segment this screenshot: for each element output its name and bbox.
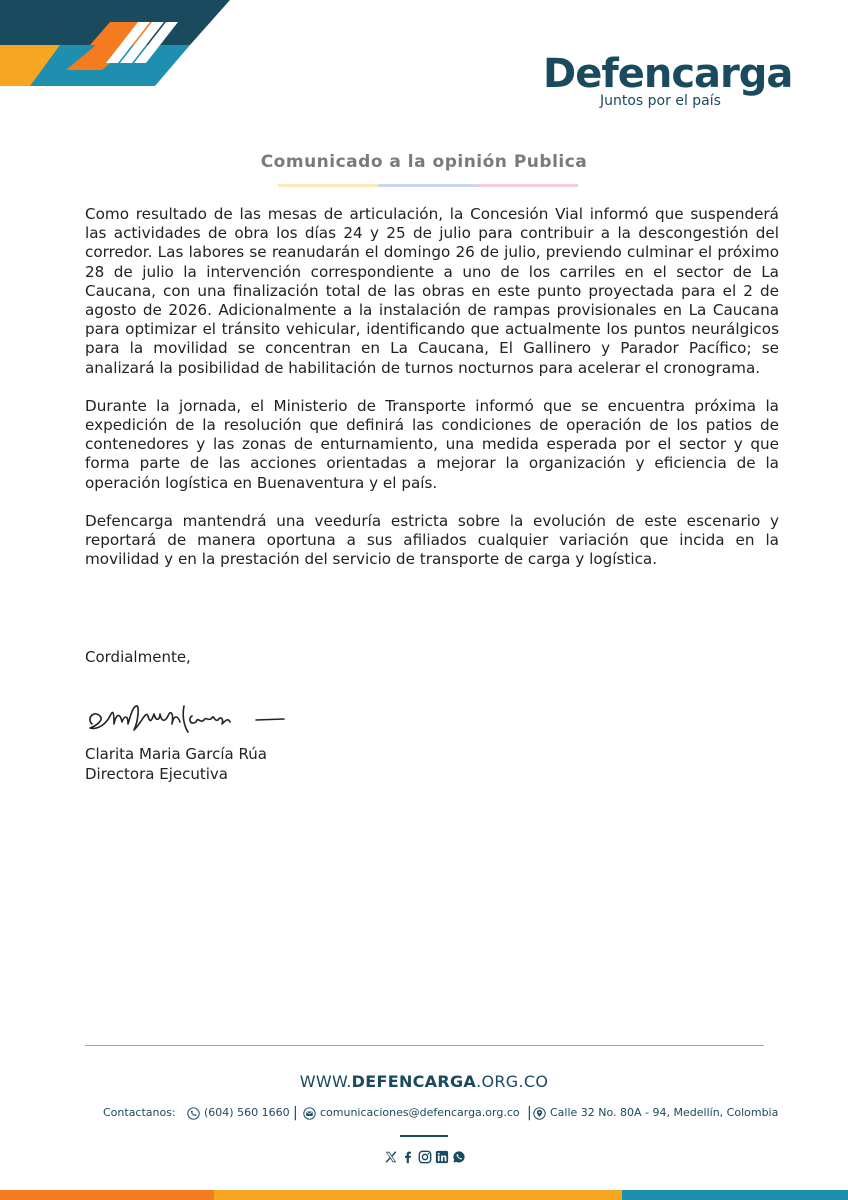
document-title: Comunicado a la opinión Publica (260, 152, 588, 172)
linkedin-icon[interactable] (435, 1150, 449, 1164)
phone-number: (604) 560 1660 (204, 1106, 290, 1119)
contact-separator: | (527, 1105, 532, 1121)
signer-role: Directora Ejecutiva (85, 765, 228, 783)
handwritten-signature (84, 702, 289, 740)
paragraph-3: Defencarga mantendrá una veeduría estricta sobre la evolución de este escenario y reportará de manera oportuna a sus afiliados cualquier variación que incida en la movilidad y en la prestación del servicio de transporte de carga y logística. (85, 511, 779, 569)
defencarga-logo (543, 50, 803, 114)
signer-name: Clarita Maria García Rúa (85, 745, 267, 763)
contact-bar (103, 1105, 779, 1123)
website-suffix: .ORG.CO (476, 1072, 549, 1091)
contact-email[interactable] (303, 1105, 520, 1121)
facebook-icon[interactable] (401, 1150, 415, 1164)
footer-color-bar (0, 1190, 848, 1200)
contact-separator: | (293, 1105, 298, 1121)
instagram-icon[interactable] (418, 1150, 432, 1164)
header-corner-decoration (0, 0, 240, 90)
contact-address[interactable] (533, 1105, 778, 1121)
x-icon[interactable] (384, 1150, 398, 1164)
social-links (384, 1150, 466, 1164)
website-prefix: WWW. (299, 1072, 352, 1091)
email-address: comunicaciones@defencarga.org.co (320, 1106, 520, 1119)
whatsapp-icon[interactable] (452, 1150, 466, 1164)
website-link[interactable] (0, 1072, 848, 1091)
document-body (85, 205, 779, 588)
closing-salutation: Cordialmente, (85, 648, 191, 666)
street-address: Calle 32 No. 80A - 94, Medellín, Colombia (550, 1106, 779, 1119)
email-icon (303, 1107, 316, 1120)
signer-block (85, 744, 267, 784)
contact-phone[interactable] (187, 1105, 290, 1121)
paragraph-2: Durante la jornada, el Ministerio de Transporte informó que se encuentra próxima la expedición de la resolución que definirá las condiciones de operación de los patios de contenedores y las zonas de enturnamiento, una medida esperada por el sector y que forma parte de las acciones orientadas a mejorar la organización y eficiencia de la operación logística en Buenaventura y el país. (85, 396, 779, 492)
social-divider (400, 1135, 448, 1137)
paragraph-1: Como resultado de las mesas de articulación, la Concesión Vial informó que suspenderá las actividades de obra los días 24 y 25 de julio para contribuir a la descongestión del corredor. Las labores se reanudarán el domingo 26 de julio, previendo culminar el próximo 28 de julio la intervención correspondiente a uno de los carriles en el sector de La Caucana, con una finalización total de las obras en este punto proyectada para el 2 de agosto de 2026. Adicionalmente a la instalación de rampas provisionales en La Caucana para optimizar el tránsito vehicular, identificando que actualmente los puntos neurálgicos para la movilidad se concentran en La Caucana, El Gallinero y Parador Pacífico; se analizará la posibilidad de habilitación de turnos nocturnos para acelerar el cronograma. (85, 205, 779, 377)
logo-wordmark: Defencarga (543, 51, 793, 97)
location-pin-icon (533, 1107, 546, 1120)
logo-tagline: Juntos por el país (600, 93, 721, 109)
contact-label: Contactanos: (103, 1106, 176, 1119)
website-brand: DEFENCARGA (351, 1072, 477, 1091)
phone-icon (187, 1107, 200, 1120)
title-underline (278, 184, 578, 187)
footer-divider (85, 1045, 764, 1046)
